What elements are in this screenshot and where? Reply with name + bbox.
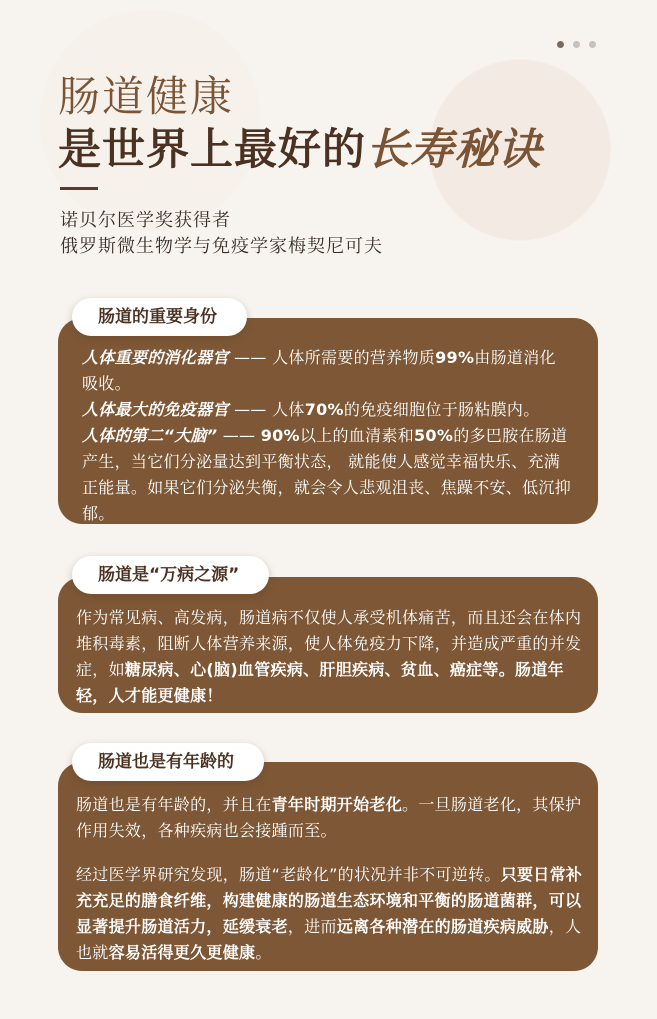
card-body: 作为常见病、高发病，肠道病不仅使人承受机体痛苦，而且还会在体内堆积毒素，阻断人体营养来源，使人体免疫力下降，并造成严重的并发症，如糖尿病、心(脑)血管疾病、肝胆疾病、贫血、癌症等。肠道年轻，人才能更健康！ <box>76 608 582 705</box>
section-heading-source: 肠道是“万病之源” <box>72 556 269 594</box>
page-title: 肠道健康 <box>58 72 235 121</box>
card-paragraph-2: 经过医学界研究发现，肠道“老龄化”的状况并非不可逆转。只要日常补充充足的膳食纤维，构建健康的肠道生态环境和平衡的肠道菌群，可以显著提升肠道活力，延缓衰老，进而远离各种潜在的肠道疾病威胁，人也就容易活得更久更健康。 <box>76 865 583 962</box>
title-divider <box>60 187 98 190</box>
page-indicator[interactable] <box>557 41 596 48</box>
page-dot[interactable] <box>573 41 580 48</box>
subtitle-line-2: 俄罗斯微生物学与免疫学家梅契尼可夫 <box>60 236 383 257</box>
card-gut-age <box>58 762 598 971</box>
card-important-identity <box>58 318 598 524</box>
subtitle-line-1: 诺贝尔医学奖获得者 <box>60 210 231 231</box>
card-source-of-disease <box>58 577 598 713</box>
page-dot[interactable] <box>589 41 596 48</box>
card-paragraph-1: 肠道也是有年龄的，并且在青年时期开始老化。一旦肠道老化，其保护作用失效，各种疾病也会接踵而至。 <box>76 795 582 840</box>
section-heading-identity: 肠道的重要身份 <box>72 298 247 336</box>
section-heading-age: 肠道也是有年龄的 <box>72 743 264 781</box>
card-body: 人体重要的消化器官 —— 人体所需要的营养物质99%由肠道消化吸收。 人体最大的免疫器官 —— 人体70%的免疫细胞位于肠粘膜内。 人体的第二“大脑” —— 90%以上的血清素和50%的多巴胺在肠道产生，当它们分泌量达到平衡状态， 就能使人感觉幸福快乐、充满正能量。如果它们分泌失衡，就会令人悲观沮丧、焦躁不安、低沉抑郁。 <box>82 348 572 523</box>
headline-emphasis: 长寿秘诀 <box>366 125 542 175</box>
page-headline: 是世界上最好的长寿秘诀 <box>58 125 542 175</box>
page-dot[interactable] <box>557 41 564 48</box>
